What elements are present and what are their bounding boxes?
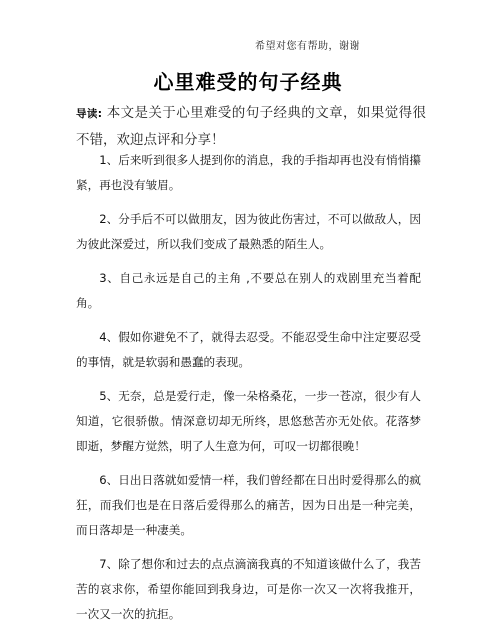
paragraph-7: 7、除了想你和过去的点点滴滴我真的不知道该做什么了，我苦苦的哀求你，希望你能回到我身边，可是你一次又一次将我推开，一次又一次的抗拒。 bbox=[76, 557, 421, 621]
intro-lead: 导读: bbox=[76, 108, 102, 120]
page-title: 心里难受的句子经典 bbox=[153, 70, 343, 94]
intro bbox=[76, 100, 426, 153]
paragraph-1: 1、后来听到很多人提到你的消息，我的手指却再也没有悄悄攥紧，再也没有皱眉。 bbox=[76, 153, 421, 192]
paragraph-3: 3、自己永远是自己的主角 ,不要总在别人的戏剧里充当着配角。 bbox=[76, 271, 421, 310]
intro-text: 本文是关于心里难受的句子经典的文章，如果觉得很不错，欢迎点评和分享！ bbox=[76, 105, 427, 148]
paragraph-4: 4、假如你避免不了，就得去忍受。不能忍受生命中注定要忍受的事情，就是软弱和愚蠢的表现。 bbox=[76, 330, 421, 369]
document-body bbox=[76, 148, 421, 636]
paragraph-5: 5、无奈，总是爱行走，像一朵格桑花，一步一苍凉，很少有人知道，它很骄傲。情深意切却无所终，思悠愁苦亦无处依。花落梦即逝，梦醒方觉然，明了人生意为何，可叹一切都很晚！ bbox=[76, 389, 421, 453]
paragraph-2: 2、分手后不可以做朋友，因为彼此伤害过，不可以做敌人，因为彼此深爱过，所以我们变成了最熟悉的陌生人。 bbox=[76, 212, 421, 251]
paragraph-6: 6、日出日落就如爱情一样，我们曾经都在日出时爱得那么的疯狂，而我们也是在日落后爱得那么的痛苦，因为日出是一种完美，而日落却是一种凄美。 bbox=[76, 473, 421, 537]
header-note: 希望对您有帮助，谢谢 bbox=[255, 41, 360, 52]
